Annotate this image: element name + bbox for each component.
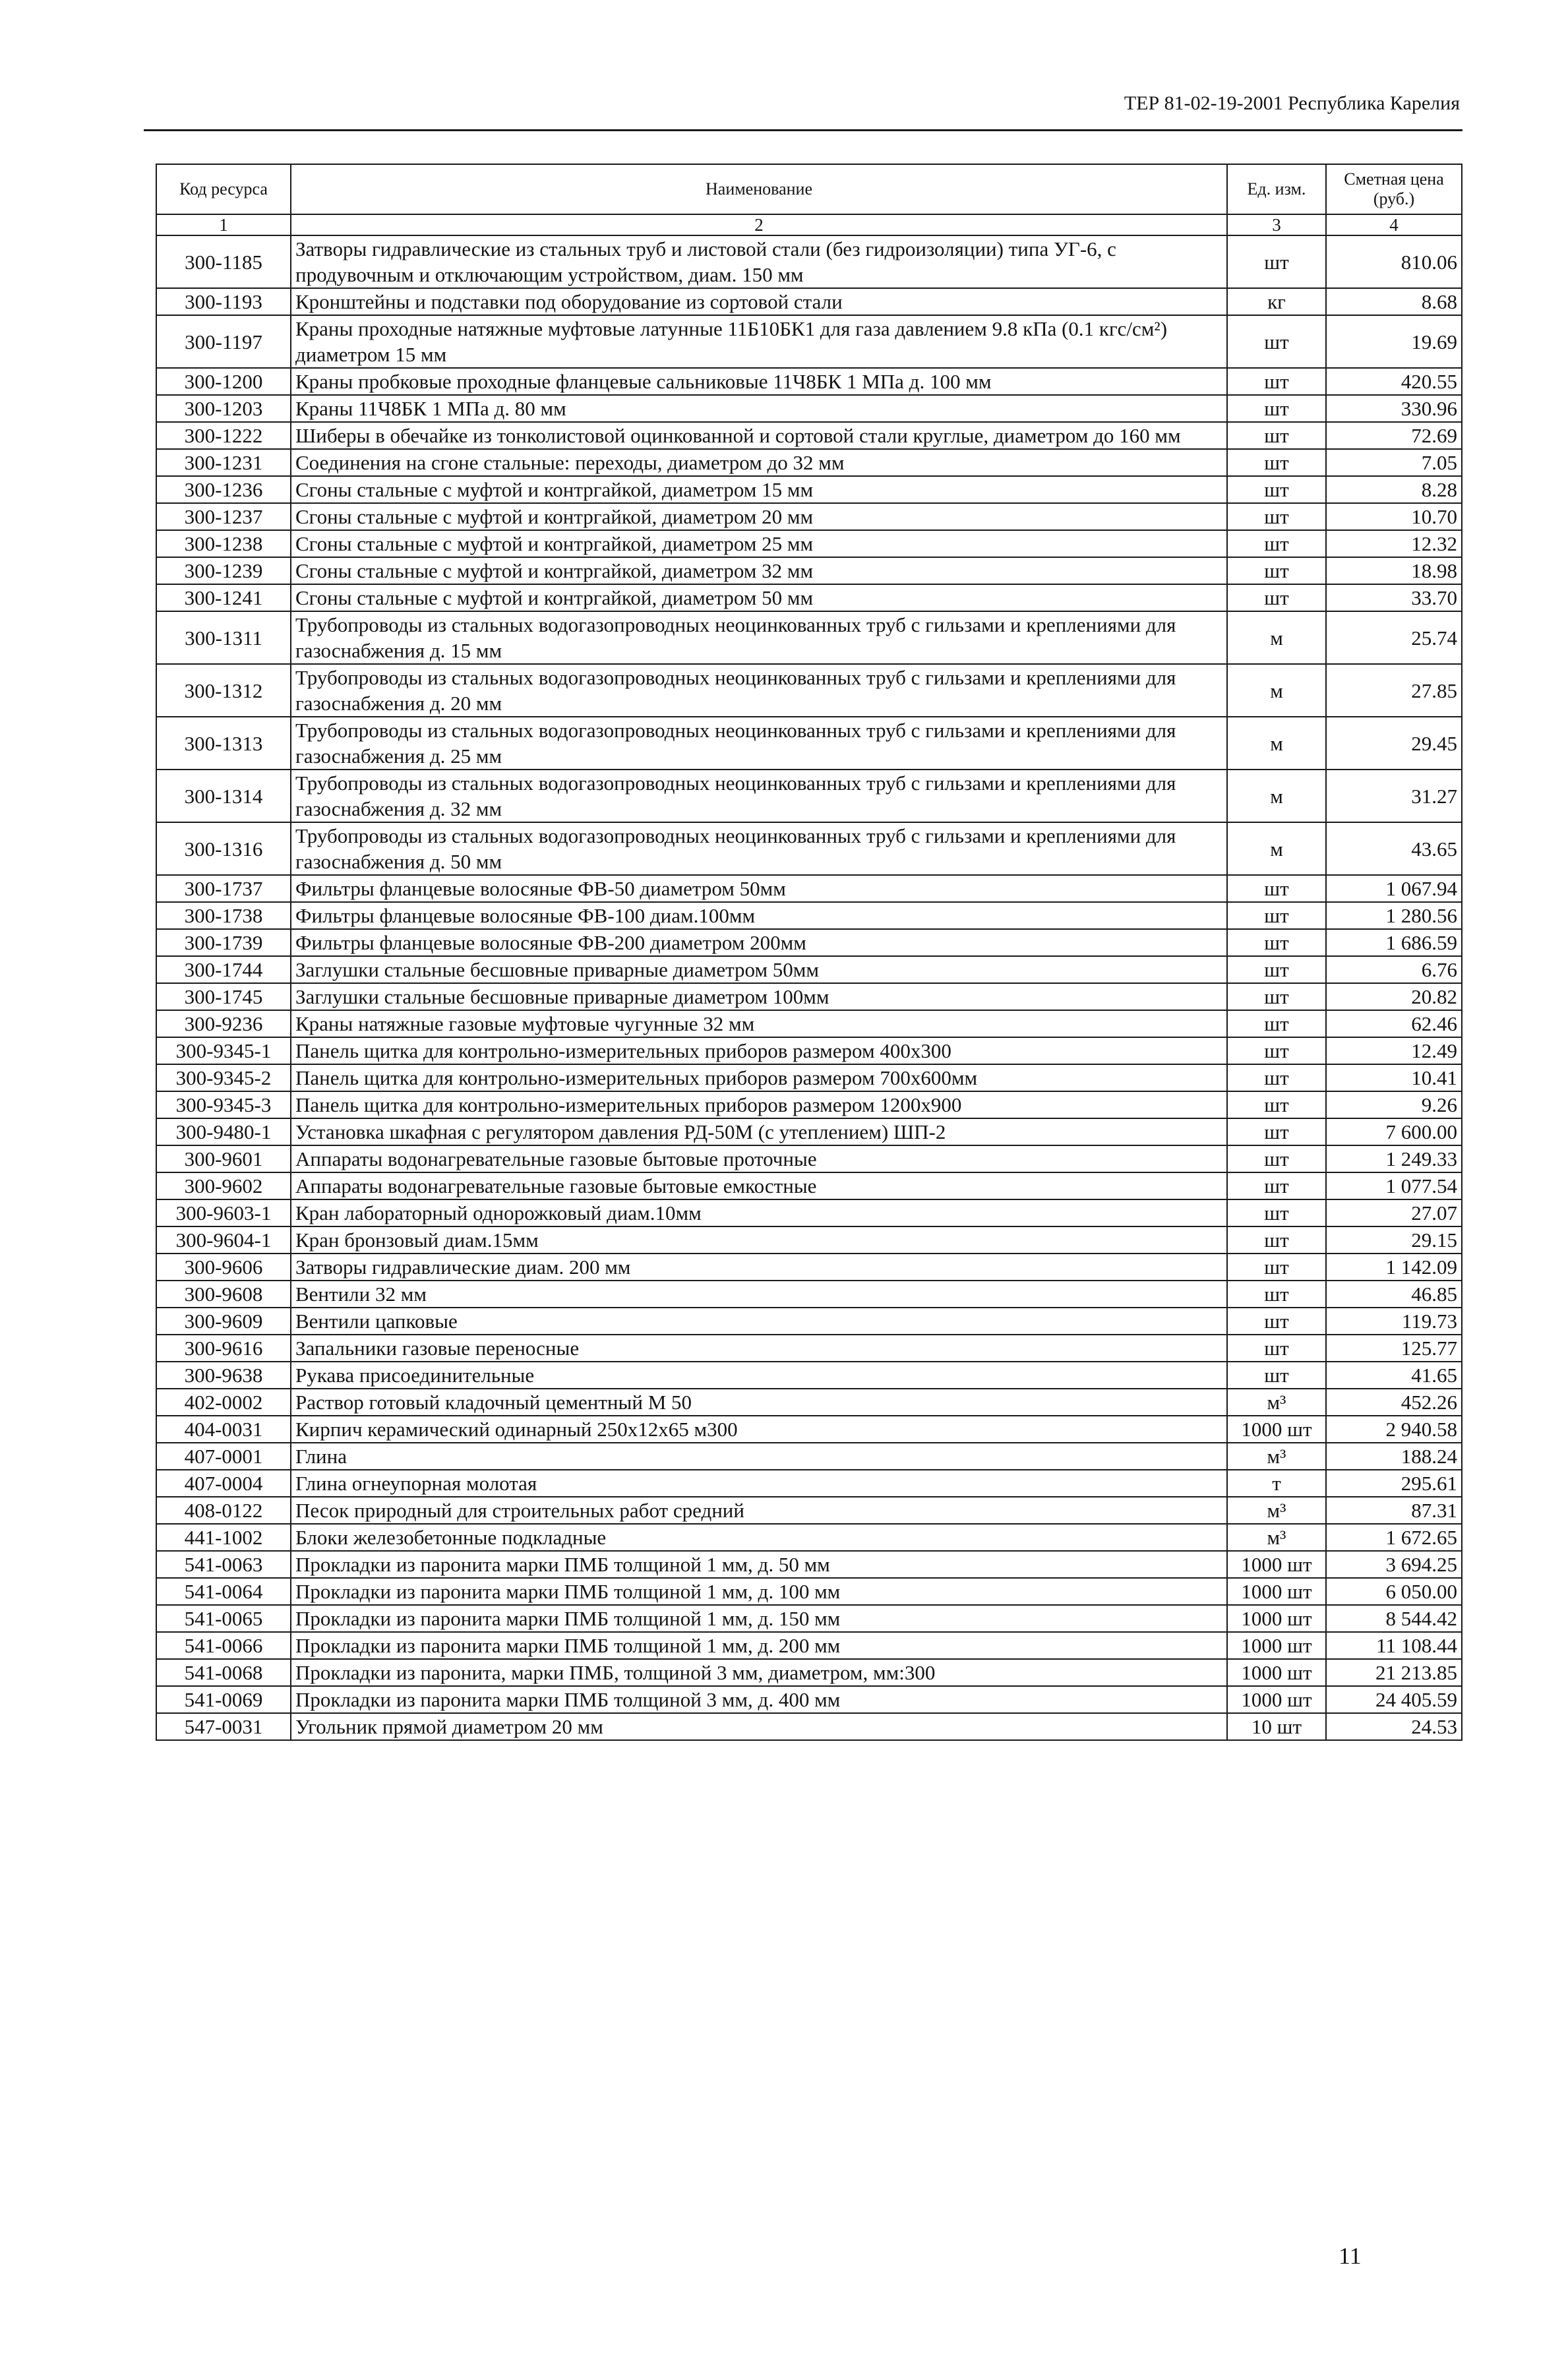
table-row — [156, 235, 1462, 288]
resource-code-cell: 300-9602 — [156, 1172, 291, 1199]
price-cell: 1 142.09 — [1326, 1254, 1462, 1281]
price-cell: 1 686.59 — [1326, 929, 1462, 956]
resource-code-cell: 300-9236 — [156, 1010, 291, 1037]
resource-name-cell: Фильтры фланцевые волосяные ФВ-50 диаметром 50мм — [291, 875, 1227, 902]
table-row — [156, 1605, 1462, 1632]
resource-code-cell: 402-0002 — [156, 1389, 291, 1416]
unit-cell: м³ — [1227, 1443, 1326, 1470]
resource-code-cell: 541-0066 — [156, 1632, 291, 1659]
price-cell: 452.26 — [1326, 1389, 1462, 1416]
unit-cell: шт — [1227, 315, 1326, 368]
resource-name-cell: Угольник прямой диаметром 20 мм — [291, 1713, 1227, 1740]
resource-name-cell: Панель щитка для контрольно-измерительных приборов размером 400х300 — [291, 1037, 1227, 1064]
table-row — [156, 1578, 1462, 1605]
unit-cell: шт — [1227, 1064, 1326, 1091]
resource-code-cell: 300-9345-3 — [156, 1091, 291, 1118]
column-number: 3 — [1227, 214, 1326, 235]
price-cell: 1 077.54 — [1326, 1172, 1462, 1199]
resource-code-cell: 541-0068 — [156, 1659, 291, 1686]
resource-code-cell: 441-1002 — [156, 1524, 291, 1551]
resource-name-cell: Краны пробковые проходные фланцевые сальниковые 11Ч8БК 1 МПа д. 100 мм — [291, 368, 1227, 395]
price-cell: 12.32 — [1326, 530, 1462, 557]
price-cell: 87.31 — [1326, 1497, 1462, 1524]
resource-code-cell: 300-1238 — [156, 530, 291, 557]
unit-cell: м³ — [1227, 1389, 1326, 1416]
unit-cell: шт — [1227, 1010, 1326, 1037]
resource-name-cell: Глина — [291, 1443, 1227, 1470]
unit-cell: 1000 шт — [1227, 1686, 1326, 1713]
resource-code-cell: 300-9606 — [156, 1254, 291, 1281]
table-row — [156, 611, 1462, 664]
resource-name-cell: Шиберы в обечайке из тонколистовой оцинкованной и сортовой стали круглые, диаметром до 160 мм — [291, 422, 1227, 449]
price-table — [156, 164, 1462, 1741]
resource-code-cell: 300-1203 — [156, 395, 291, 422]
table-row — [156, 1443, 1462, 1470]
table-row — [156, 1010, 1462, 1037]
table-row — [156, 1145, 1462, 1172]
resource-name-cell: Прокладки из паронита марки ПМБ толщиной 3 мм, д. 400 мм — [291, 1686, 1227, 1713]
unit-cell: 1000 шт — [1227, 1416, 1326, 1443]
resource-name-cell: Кронштейны и подставки под оборудование из сортовой стали — [291, 288, 1227, 315]
price-cell: 20.82 — [1326, 983, 1462, 1010]
resource-name-cell: Прокладки из паронита, марки ПМБ, толщиной 3 мм, диаметром, мм:300 — [291, 1659, 1227, 1686]
unit-cell: шт — [1227, 875, 1326, 902]
unit-cell: 1000 шт — [1227, 1605, 1326, 1632]
resource-name-cell: Блоки железобетонные подкладные — [291, 1524, 1227, 1551]
resource-name-cell: Трубопроводы из стальных водогазопроводных неоцинкованных труб с гильзами и креплениями для газоснабжения д. 20 мм — [291, 664, 1227, 717]
table-row — [156, 875, 1462, 902]
price-cell: 43.65 — [1326, 822, 1462, 875]
resource-name-cell: Прокладки из паронита марки ПМБ толщиной 1 мм, д. 150 мм — [291, 1605, 1227, 1632]
price-cell: 18.98 — [1326, 557, 1462, 584]
table-row — [156, 1037, 1462, 1064]
resource-code-cell: 541-0069 — [156, 1686, 291, 1713]
resource-name-cell: Прокладки из паронита марки ПМБ толщиной 1 мм, д. 100 мм — [291, 1578, 1227, 1605]
price-cell: 1 067.94 — [1326, 875, 1462, 902]
resource-name-cell: Раствор готовый кладочный цементный М 50 — [291, 1389, 1227, 1416]
unit-cell: шт — [1227, 983, 1326, 1010]
unit-cell: 1000 шт — [1227, 1632, 1326, 1659]
table-row — [156, 1254, 1462, 1281]
resource-code-cell: 408-0122 — [156, 1497, 291, 1524]
table-row — [156, 422, 1462, 449]
unit-cell: кг — [1227, 288, 1326, 315]
table-row — [156, 557, 1462, 584]
table-row — [156, 530, 1462, 557]
unit-cell: шт — [1227, 1362, 1326, 1389]
table-row — [156, 1064, 1462, 1091]
price-cell: 46.85 — [1326, 1281, 1462, 1308]
price-cell: 10.70 — [1326, 503, 1462, 530]
resource-name-cell: Сгоны стальные с муфтой и контргайкой, диаметром 15 мм — [291, 476, 1227, 503]
price-cell: 119.73 — [1326, 1308, 1462, 1335]
resource-code-cell: 300-1200 — [156, 368, 291, 395]
resource-name-cell: Панель щитка для контрольно-измерительных приборов размером 1200х900 — [291, 1091, 1227, 1118]
table-row — [156, 1362, 1462, 1389]
price-cell: 8 544.42 — [1326, 1605, 1462, 1632]
table-row — [156, 1470, 1462, 1497]
unit-cell: 1000 шт — [1227, 1551, 1326, 1578]
price-cell: 1 280.56 — [1326, 902, 1462, 929]
table-row — [156, 503, 1462, 530]
resource-name-cell: Заглушки стальные бесшовные приварные диаметром 100мм — [291, 983, 1227, 1010]
unit-cell: м³ — [1227, 1497, 1326, 1524]
table-row — [156, 770, 1462, 822]
resource-code-cell: 300-1314 — [156, 770, 291, 822]
unit-cell: шт — [1227, 449, 1326, 476]
table-row — [156, 1389, 1462, 1416]
unit-cell: т — [1227, 1470, 1326, 1497]
resource-name-cell: Краны натяжные газовые муфтовые чугунные 32 мм — [291, 1010, 1227, 1037]
document-header: ТЕР 81-02-19-2001 Республика Карелия — [1124, 92, 1460, 114]
resource-name-cell: Вентили цапковые — [291, 1308, 1227, 1335]
price-cell: 62.46 — [1326, 1010, 1462, 1037]
resource-code-cell: 300-9345-2 — [156, 1064, 291, 1091]
price-cell: 330.96 — [1326, 395, 1462, 422]
resource-code-cell: 300-9608 — [156, 1281, 291, 1308]
unit-cell: м — [1227, 770, 1326, 822]
resource-name-cell: Трубопроводы из стальных водогазопроводных неоцинкованных труб с гильзами и креплениями для газоснабжения д. 50 мм — [291, 822, 1227, 875]
price-cell: 27.07 — [1326, 1199, 1462, 1226]
price-cell: 31.27 — [1326, 770, 1462, 822]
table-row — [156, 1497, 1462, 1524]
unit-cell: шт — [1227, 1308, 1326, 1335]
price-cell: 810.06 — [1326, 235, 1462, 288]
resource-name-cell: Прокладки из паронита марки ПМБ толщиной 1 мм, д. 50 мм — [291, 1551, 1227, 1578]
unit-cell: шт — [1227, 956, 1326, 983]
resource-name-cell: Сгоны стальные с муфтой и контргайкой, диаметром 50 мм — [291, 584, 1227, 611]
unit-cell: шт — [1227, 1172, 1326, 1199]
table-row — [156, 1416, 1462, 1443]
unit-cell: шт — [1227, 557, 1326, 584]
table-row — [156, 956, 1462, 983]
resource-code-cell: 541-0065 — [156, 1605, 291, 1632]
unit-cell: 10 шт — [1227, 1713, 1326, 1740]
resource-code-cell: 300-1222 — [156, 422, 291, 449]
header-rule — [144, 129, 1462, 131]
unit-cell: 1000 шт — [1227, 1578, 1326, 1605]
resource-name-cell: Кран лабораторный однорожковый диам.10мм — [291, 1199, 1227, 1226]
table-row — [156, 1308, 1462, 1335]
unit-cell: м — [1227, 822, 1326, 875]
resource-name-cell: Установка шкафная с регулятором давления РД-50М (с утеплением) ШП-2 — [291, 1118, 1227, 1145]
table-row — [156, 368, 1462, 395]
table-row — [156, 1118, 1462, 1145]
price-cell: 21 213.85 — [1326, 1659, 1462, 1686]
table-row — [156, 983, 1462, 1010]
resource-code-cell: 300-1239 — [156, 557, 291, 584]
unit-cell: шт — [1227, 476, 1326, 503]
table-row — [156, 1335, 1462, 1362]
unit-cell: шт — [1227, 1091, 1326, 1118]
table-row — [156, 1551, 1462, 1578]
resource-code-cell: 300-1744 — [156, 956, 291, 983]
price-cell: 24 405.59 — [1326, 1686, 1462, 1713]
price-cell: 125.77 — [1326, 1335, 1462, 1362]
table-row — [156, 1524, 1462, 1551]
resource-code-cell: 547-0031 — [156, 1713, 291, 1740]
unit-cell: шт — [1227, 1226, 1326, 1254]
resource-code-cell: 300-1312 — [156, 664, 291, 717]
unit-cell: шт — [1227, 1145, 1326, 1172]
price-cell: 7.05 — [1326, 449, 1462, 476]
unit-cell: шт — [1227, 503, 1326, 530]
resource-name-cell: Сгоны стальные с муфтой и контргайкой, диаметром 25 мм — [291, 530, 1227, 557]
table-row — [156, 1632, 1462, 1659]
unit-cell: шт — [1227, 235, 1326, 288]
resource-code-cell: 300-9604-1 — [156, 1226, 291, 1254]
unit-cell: шт — [1227, 1199, 1326, 1226]
resource-name-cell: Прокладки из паронита марки ПМБ толщиной 1 мм, д. 200 мм — [291, 1632, 1227, 1659]
price-cell: 19.69 — [1326, 315, 1462, 368]
resource-name-cell: Вентили 32 мм — [291, 1281, 1227, 1308]
resource-name-cell: Кирпич керамический одинарный 250х12х65 м300 — [291, 1416, 1227, 1443]
resource-name-cell: Панель щитка для контрольно-измерительных приборов размером 700х600мм — [291, 1064, 1227, 1091]
table-row — [156, 584, 1462, 611]
unit-cell: шт — [1227, 929, 1326, 956]
resource-name-cell: Трубопроводы из стальных водогазопроводных неоцинкованных труб с гильзами и креплениями для газоснабжения д. 32 мм — [291, 770, 1227, 822]
resource-name-cell: Краны проходные натяжные муфтовые латунные 11Б10БК1 для газа давлением 9.8 кПа (0.1 кгс/см²) диаметром 15 мм — [291, 315, 1227, 368]
unit-cell: шт — [1227, 1118, 1326, 1145]
unit-cell: м — [1227, 611, 1326, 664]
resource-name-cell: Затворы гидравлические диам. 200 мм — [291, 1254, 1227, 1281]
column-header: Наименование — [291, 164, 1227, 214]
unit-cell: шт — [1227, 395, 1326, 422]
resource-code-cell: 300-1231 — [156, 449, 291, 476]
table-row — [156, 1713, 1462, 1740]
table-row — [156, 449, 1462, 476]
price-cell: 29.15 — [1326, 1226, 1462, 1254]
resource-code-cell: 300-1316 — [156, 822, 291, 875]
unit-cell: шт — [1227, 1335, 1326, 1362]
column-number-row — [156, 214, 1462, 235]
price-cell: 1 672.65 — [1326, 1524, 1462, 1551]
resource-code-cell: 300-1737 — [156, 875, 291, 902]
page-number: 11 — [1339, 2243, 1362, 2269]
resource-name-cell: Затворы гидравлические из стальных труб и листовой стали (без гидроизоляции) типа УГ-6, с продувочным и отключающим устройством, диам. 150 мм — [291, 235, 1227, 288]
table-row — [156, 1659, 1462, 1686]
resource-code-cell: 404-0031 — [156, 1416, 291, 1443]
price-cell: 10.41 — [1326, 1064, 1462, 1091]
price-cell: 295.61 — [1326, 1470, 1462, 1497]
price-cell: 7 600.00 — [1326, 1118, 1462, 1145]
resource-name-cell: Фильтры фланцевые волосяные ФВ-200 диаметром 200мм — [291, 929, 1227, 956]
resource-name-cell: Трубопроводы из стальных водогазопроводных неоцинкованных труб с гильзами и креплениями для газоснабжения д. 25 мм — [291, 717, 1227, 770]
price-cell: 11 108.44 — [1326, 1632, 1462, 1659]
resource-code-cell: 541-0064 — [156, 1578, 291, 1605]
table-row — [156, 717, 1462, 770]
resource-code-cell: 300-1185 — [156, 235, 291, 288]
column-header: Ед. изм. — [1227, 164, 1326, 214]
price-cell: 72.69 — [1326, 422, 1462, 449]
price-cell: 6.76 — [1326, 956, 1462, 983]
resource-code-cell: 300-9609 — [156, 1308, 291, 1335]
unit-cell: м³ — [1227, 1524, 1326, 1551]
price-cell: 6 050.00 — [1326, 1578, 1462, 1605]
unit-cell: шт — [1227, 902, 1326, 929]
resource-code-cell: 300-1193 — [156, 288, 291, 315]
resource-name-cell: Фильтры фланцевые волосяные ФВ-100 диам.100мм — [291, 902, 1227, 929]
resource-code-cell: 300-1236 — [156, 476, 291, 503]
table-row — [156, 395, 1462, 422]
table-row — [156, 902, 1462, 929]
column-header: Код ресурса — [156, 164, 291, 214]
resource-code-cell: 300-1241 — [156, 584, 291, 611]
resource-code-cell: 300-1745 — [156, 983, 291, 1010]
column-number: 2 — [291, 214, 1227, 235]
price-cell: 1 249.33 — [1326, 1145, 1462, 1172]
resource-code-cell: 300-9638 — [156, 1362, 291, 1389]
resource-code-cell: 300-1738 — [156, 902, 291, 929]
price-cell: 29.45 — [1326, 717, 1462, 770]
resource-code-cell: 300-1739 — [156, 929, 291, 956]
table-row — [156, 1281, 1462, 1308]
resource-name-cell: Сгоны стальные с муфтой и контргайкой, диаметром 20 мм — [291, 503, 1227, 530]
price-cell: 3 694.25 — [1326, 1551, 1462, 1578]
resource-name-cell: Сгоны стальные с муфтой и контргайкой, диаметром 32 мм — [291, 557, 1227, 584]
resource-name-cell: Аппараты водонагревательные газовые бытовые емкостные — [291, 1172, 1227, 1199]
unit-cell: 1000 шт — [1227, 1659, 1326, 1686]
resource-name-cell: Песок природный для строительных работ средний — [291, 1497, 1227, 1524]
resource-name-cell: Соединения на сгоне стальные: переходы, диаметром до 32 мм — [291, 449, 1227, 476]
table-row — [156, 1226, 1462, 1254]
price-cell: 41.65 — [1326, 1362, 1462, 1389]
resource-name-cell: Краны 11Ч8БК 1 МПа д. 80 мм — [291, 395, 1227, 422]
unit-cell: шт — [1227, 1281, 1326, 1308]
table-row — [156, 288, 1462, 315]
table-row — [156, 1686, 1462, 1713]
price-cell: 27.85 — [1326, 664, 1462, 717]
resource-code-cell: 300-9601 — [156, 1145, 291, 1172]
column-number: 1 — [156, 214, 291, 235]
table-row — [156, 1091, 1462, 1118]
resource-code-cell: 407-0001 — [156, 1443, 291, 1470]
resource-name-cell: Кран бронзовый диам.15мм — [291, 1226, 1227, 1254]
resource-name-cell: Запальники газовые переносные — [291, 1335, 1227, 1362]
price-cell: 420.55 — [1326, 368, 1462, 395]
resource-name-cell: Рукава присоединительные — [291, 1362, 1227, 1389]
resource-name-cell: Заглушки стальные бесшовные приварные диаметром 50мм — [291, 956, 1227, 983]
resource-code-cell: 300-1311 — [156, 611, 291, 664]
resource-code-cell: 300-1313 — [156, 717, 291, 770]
resource-code-cell: 300-9345-1 — [156, 1037, 291, 1064]
unit-cell: шт — [1227, 422, 1326, 449]
table-row — [156, 929, 1462, 956]
resource-name-cell: Глина огнеупорная молотая — [291, 1470, 1227, 1497]
column-header: Сметная цена (руб.) — [1326, 164, 1462, 214]
table-row — [156, 476, 1462, 503]
unit-cell: шт — [1227, 530, 1326, 557]
unit-cell: м — [1227, 664, 1326, 717]
resource-code-cell: 300-1197 — [156, 315, 291, 368]
price-cell: 25.74 — [1326, 611, 1462, 664]
table-row — [156, 315, 1462, 368]
header-row — [156, 164, 1462, 214]
resource-code-cell: 300-1237 — [156, 503, 291, 530]
resource-code-cell: 300-9480-1 — [156, 1118, 291, 1145]
price-cell: 188.24 — [1326, 1443, 1462, 1470]
price-cell: 9.26 — [1326, 1091, 1462, 1118]
unit-cell: м — [1227, 717, 1326, 770]
table-row — [156, 1172, 1462, 1199]
resource-name-cell: Трубопроводы из стальных водогазопроводных неоцинкованных труб с гильзами и креплениями для газоснабжения д. 15 мм — [291, 611, 1227, 664]
resource-code-cell: 300-9616 — [156, 1335, 291, 1362]
resource-code-cell: 407-0004 — [156, 1470, 291, 1497]
table-row — [156, 664, 1462, 717]
price-cell: 33.70 — [1326, 584, 1462, 611]
unit-cell: шт — [1227, 368, 1326, 395]
column-number: 4 — [1326, 214, 1462, 235]
price-cell: 12.49 — [1326, 1037, 1462, 1064]
table-body — [156, 235, 1462, 1740]
resource-code-cell: 541-0063 — [156, 1551, 291, 1578]
resource-code-cell: 300-9603-1 — [156, 1199, 291, 1226]
unit-cell: шт — [1227, 584, 1326, 611]
price-cell: 24.53 — [1326, 1713, 1462, 1740]
unit-cell: шт — [1227, 1254, 1326, 1281]
resource-name-cell: Аппараты водонагревательные газовые бытовые проточные — [291, 1145, 1227, 1172]
price-cell: 8.28 — [1326, 476, 1462, 503]
table-row — [156, 822, 1462, 875]
price-cell: 8.68 — [1326, 288, 1462, 315]
table-row — [156, 1199, 1462, 1226]
price-cell: 2 940.58 — [1326, 1416, 1462, 1443]
unit-cell: шт — [1227, 1037, 1326, 1064]
